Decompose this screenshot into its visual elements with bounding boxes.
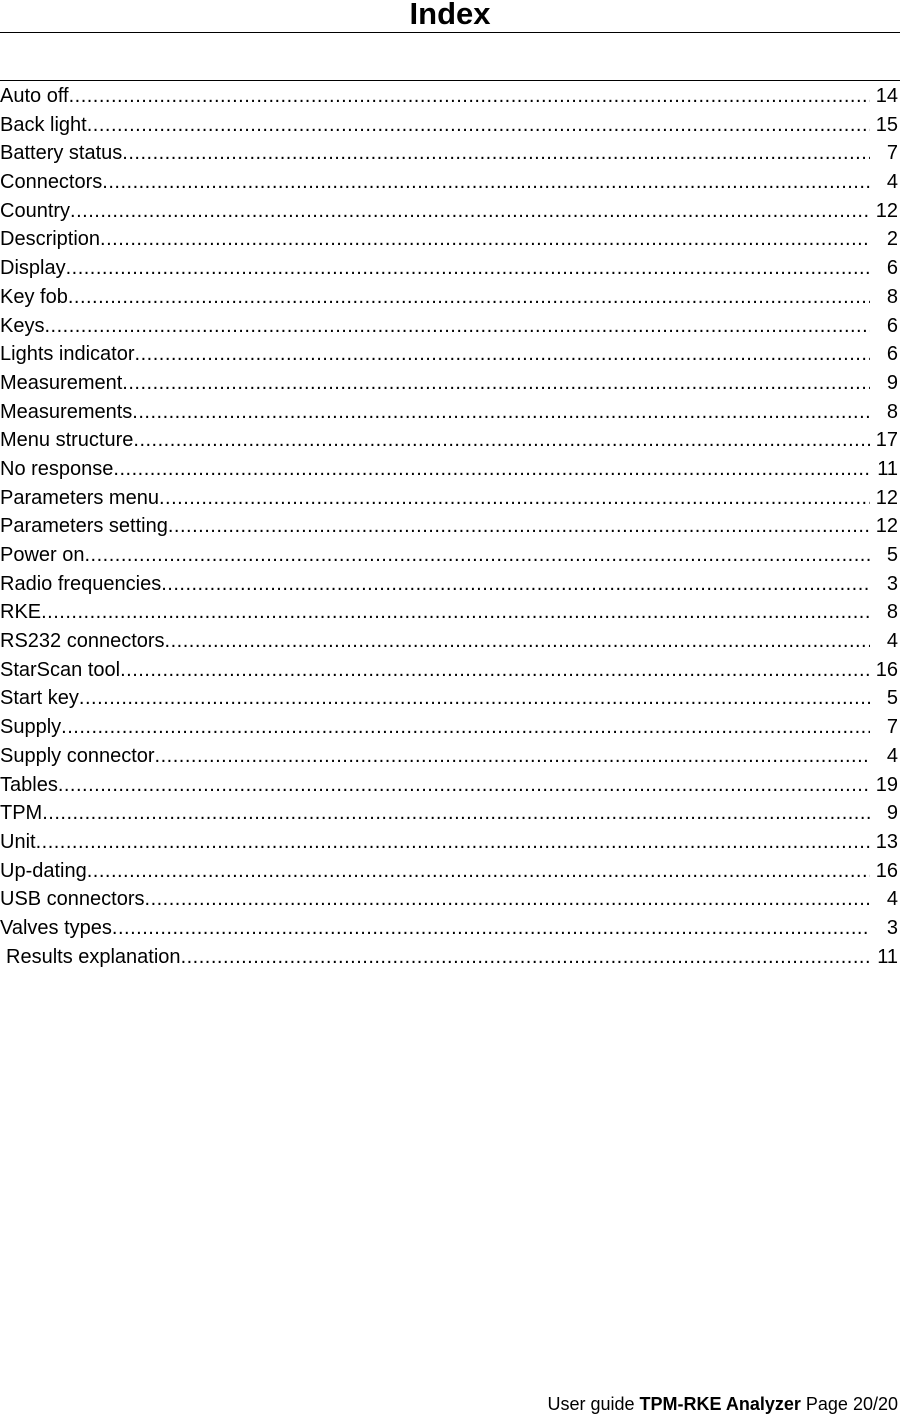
entry-label: StarScan tool (0, 658, 121, 681)
dot-leader (181, 943, 870, 972)
entry-page-number: 7 (886, 716, 898, 739)
index-list (0, 82, 900, 971)
entry-label: Key fob (0, 285, 68, 308)
entry-page-number: 4 (886, 888, 898, 911)
entry-label: Keys (0, 314, 45, 337)
entry-page-number: 16 (875, 859, 898, 882)
index-entry (0, 943, 900, 972)
entry-label: Parameters menu (0, 486, 159, 509)
entry-label: Results explanation (6, 945, 181, 968)
dot-leader (122, 139, 870, 168)
dot-leader (85, 541, 871, 570)
index-entry (0, 312, 900, 341)
dot-leader (159, 484, 870, 513)
entry-label: RS232 connectors (0, 630, 165, 653)
index-entry (0, 168, 900, 197)
entry-page-number: 2 (886, 228, 898, 251)
entry-label: RKE (0, 601, 42, 624)
entry-label: Battery status (0, 142, 123, 165)
entry-page-number: 3 (886, 916, 898, 939)
dot-leader (112, 914, 870, 943)
entry-label: Valves types (0, 916, 112, 939)
entry-label: Country (0, 199, 71, 222)
index-entry (0, 484, 900, 513)
index-entry (0, 455, 900, 484)
entry-page-number: 6 (886, 343, 898, 366)
dot-leader (79, 684, 870, 713)
index-entry (0, 111, 900, 140)
entry-page-number: 9 (886, 802, 898, 825)
dot-leader (41, 598, 870, 627)
index-entry (0, 684, 900, 713)
entry-label: Tables (0, 773, 58, 796)
entry-label: Up-dating (0, 859, 87, 882)
entry-label: No response (0, 457, 114, 480)
dot-leader (168, 512, 870, 541)
entry-label: Measurement (0, 371, 123, 394)
page-title: Index (409, 0, 491, 31)
index-entry (0, 283, 900, 312)
index-entry (0, 139, 900, 168)
dot-leader (87, 111, 870, 140)
index-entry (0, 254, 900, 283)
entry-label: USB connectors (0, 888, 145, 911)
entry-label: TPM (0, 802, 43, 825)
entry-page-number: 6 (886, 314, 898, 337)
entry-page-number: 9 (886, 371, 898, 394)
entry-label: Supply (0, 716, 62, 739)
entry-label: Menu structure (0, 429, 134, 452)
entry-page-number: 4 (886, 171, 898, 194)
index-entry (0, 340, 900, 369)
index-entry (0, 885, 900, 914)
entry-page-number: 11 (877, 945, 898, 968)
entry-page-number: 11 (877, 457, 898, 480)
index-entry (0, 512, 900, 541)
dot-leader (61, 713, 870, 742)
entry-page-number: 5 (886, 687, 898, 710)
entry-label: Auto off (0, 85, 69, 107)
entry-label: Start key (0, 687, 79, 710)
entry-page-number: 6 (886, 257, 898, 280)
dot-leader (135, 340, 870, 369)
dot-leader (113, 455, 870, 484)
dot-leader (100, 225, 870, 254)
index-entry (0, 742, 900, 771)
index-entry (0, 627, 900, 656)
dot-leader (145, 885, 870, 914)
index-entry (0, 713, 900, 742)
entry-label: Power on (0, 544, 85, 566)
index-entry (0, 570, 900, 599)
entry-label: Connectors (0, 171, 103, 194)
entry-page-number: 19 (875, 773, 898, 796)
index-entry (0, 656, 900, 685)
index-entry (0, 197, 900, 226)
dot-leader (120, 656, 870, 685)
dot-leader (70, 197, 870, 226)
entry-page-number: 8 (886, 601, 898, 624)
footer-product-name: TPM-RKE Analyzer (639, 1394, 801, 1414)
index-entry (0, 225, 900, 254)
dot-leader (155, 742, 870, 771)
dot-leader (36, 828, 870, 857)
index-entry (0, 914, 900, 943)
index-entry (0, 541, 900, 570)
entry-label: Back light (0, 113, 87, 136)
entry-label: Supply connector (0, 744, 155, 767)
entry-page-number: 12 (875, 486, 898, 509)
footer-page-number: Page 20/20 (805, 1394, 898, 1414)
index-entry (0, 426, 900, 455)
entry-label: Unit (0, 830, 36, 853)
entry-page-number: 13 (875, 830, 898, 853)
index-entry (0, 598, 900, 627)
entry-page-number: 3 (886, 572, 898, 595)
index-entry (0, 398, 900, 427)
entry-label: Parameters setting (0, 515, 168, 538)
dot-leader (102, 168, 870, 197)
entry-label: Radio frequencies (0, 572, 162, 595)
entry-page-number: 14 (875, 85, 898, 107)
dot-leader (165, 627, 870, 656)
dot-leader (42, 799, 870, 828)
page-footer (547, 1393, 898, 1415)
index-entry (0, 771, 900, 800)
footer-prefix: User guide (547, 1394, 635, 1414)
index-entry (0, 369, 900, 398)
dot-leader (69, 82, 870, 111)
entry-label: Lights indicator (0, 343, 135, 366)
entry-label: Description (0, 228, 101, 251)
entry-page-number: 8 (886, 285, 898, 308)
dot-leader (66, 254, 870, 283)
entry-page-number: 15 (875, 113, 898, 136)
entry-page-number: 4 (886, 744, 898, 767)
entry-page-number: 5 (886, 544, 898, 566)
entry-page-number: 17 (875, 429, 898, 452)
entry-label: Measurements (0, 400, 133, 423)
index-entry (0, 857, 900, 886)
entry-page-number: 16 (875, 658, 898, 681)
entry-label: Display (0, 257, 66, 280)
dot-leader (58, 771, 870, 800)
entry-page-number: 4 (886, 630, 898, 653)
index-divider (0, 80, 900, 81)
index-entry (0, 828, 900, 857)
index-entry (0, 82, 900, 111)
dot-leader (161, 570, 870, 599)
title-divider (0, 32, 900, 33)
index-entry (0, 799, 900, 828)
dot-leader (44, 312, 870, 341)
entry-page-number: 8 (886, 400, 898, 423)
entry-page-number: 7 (886, 142, 898, 165)
entry-page-number: 12 (875, 199, 898, 222)
dot-leader (68, 283, 870, 312)
dot-leader (133, 426, 870, 455)
dot-leader (87, 857, 870, 886)
dot-leader (132, 398, 870, 427)
entry-page-number: 12 (875, 515, 898, 538)
dot-leader (122, 369, 870, 398)
